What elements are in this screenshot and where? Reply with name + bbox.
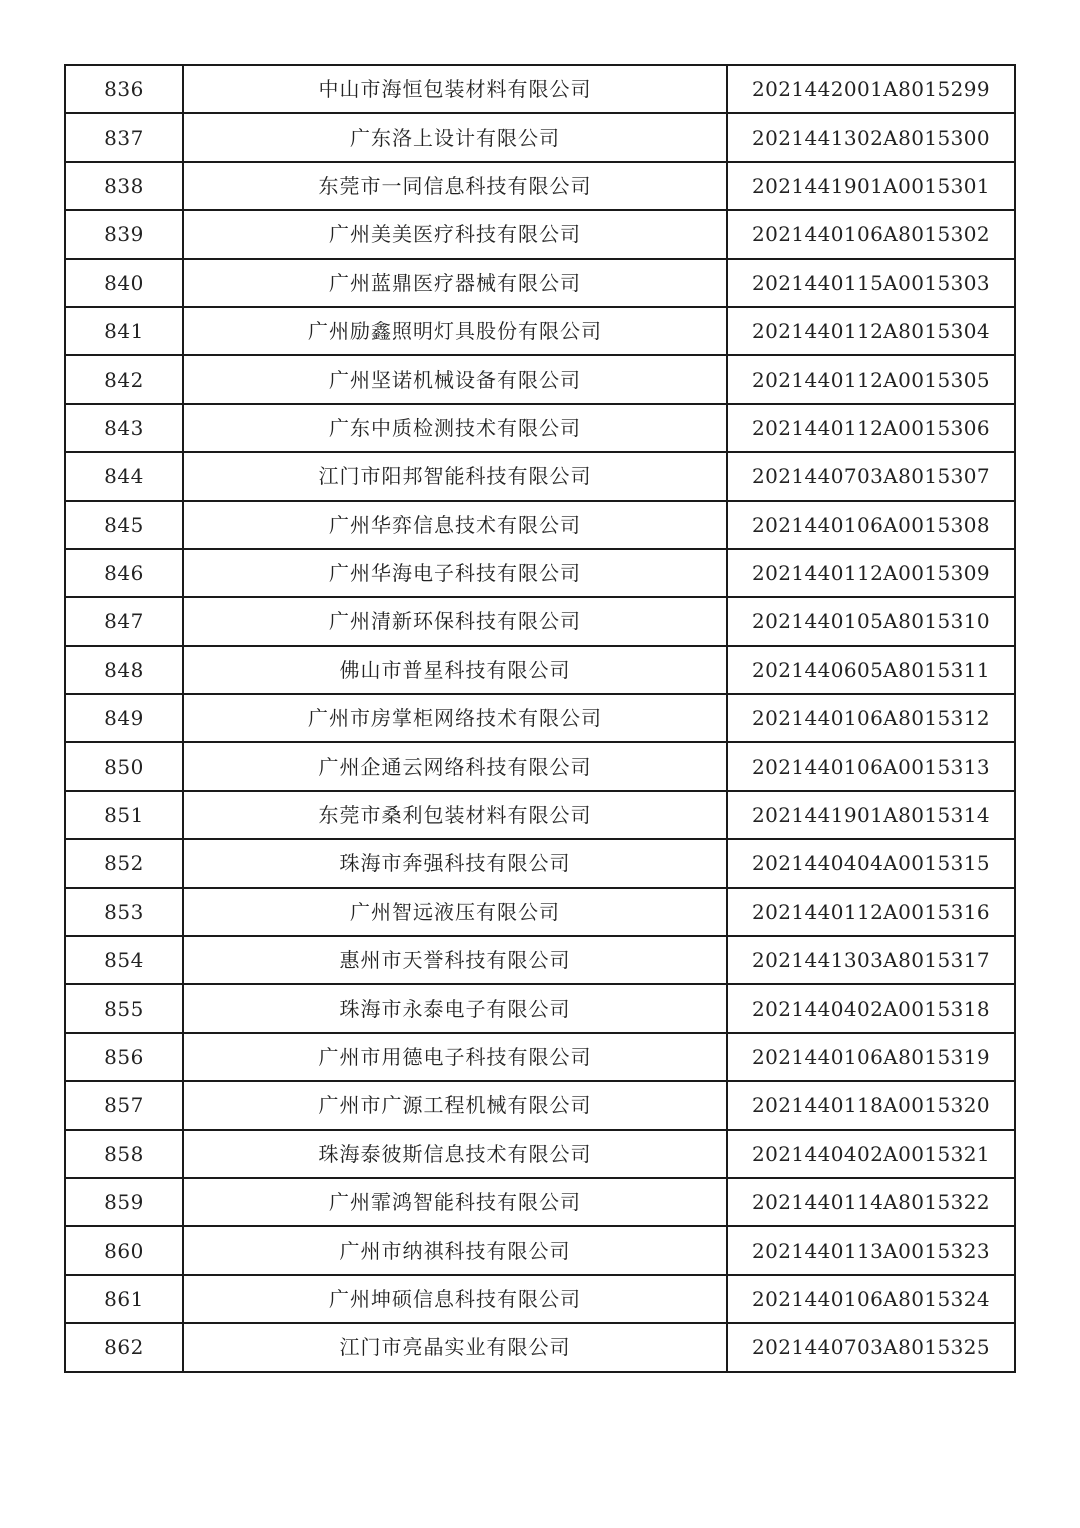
registration-code-cell: 2021440118A0015320 [727, 1081, 1015, 1129]
company-name-cell: 广州市房掌柜网络技术有限公司 [183, 694, 727, 742]
registration-code-cell: 2021441901A8015314 [727, 791, 1015, 839]
table-row [65, 65, 1015, 113]
company-name-cell: 广州清新环保科技有限公司 [183, 597, 727, 645]
table-row [65, 259, 1015, 307]
row-number-cell: 843 [65, 404, 183, 452]
company-name-cell: 广东中质检测技术有限公司 [183, 404, 727, 452]
company-name-cell: 珠海泰彼斯信息技术有限公司 [183, 1130, 727, 1178]
table-row [65, 1033, 1015, 1081]
company-name-cell: 广东洛上设计有限公司 [183, 113, 727, 161]
company-name-cell: 广州市用德电子科技有限公司 [183, 1033, 727, 1081]
registration-code-cell: 2021440106A8015312 [727, 694, 1015, 742]
row-number-cell: 853 [65, 888, 183, 936]
company-name-cell: 广州美美医疗科技有限公司 [183, 210, 727, 258]
company-name-cell: 广州市纳祺科技有限公司 [183, 1226, 727, 1274]
table-row [65, 742, 1015, 790]
registration-code-cell: 2021440106A8015324 [727, 1275, 1015, 1323]
row-number-cell: 857 [65, 1081, 183, 1129]
registration-code-cell: 2021441303A8015317 [727, 936, 1015, 984]
registration-code-cell: 2021440115A0015303 [727, 259, 1015, 307]
registration-code-cell: 2021440106A8015302 [727, 210, 1015, 258]
table-row [65, 307, 1015, 355]
table-row [65, 839, 1015, 887]
table-row [65, 162, 1015, 210]
table-row [65, 1323, 1015, 1371]
registration-code-cell: 2021441302A8015300 [727, 113, 1015, 161]
company-name-cell: 佛山市普星科技有限公司 [183, 646, 727, 694]
company-name-cell: 珠海市奔强科技有限公司 [183, 839, 727, 887]
row-number-cell: 855 [65, 984, 183, 1032]
row-number-cell: 841 [65, 307, 183, 355]
row-number-cell: 842 [65, 355, 183, 403]
row-number-cell: 849 [65, 694, 183, 742]
table-row [65, 597, 1015, 645]
registration-code-cell: 2021440112A0015305 [727, 355, 1015, 403]
table-row [65, 452, 1015, 500]
company-name-cell: 广州华弈信息技术有限公司 [183, 501, 727, 549]
registration-code-cell: 2021440703A8015325 [727, 1323, 1015, 1371]
row-number-cell: 851 [65, 791, 183, 839]
registration-code-cell: 2021440703A8015307 [727, 452, 1015, 500]
table-row [65, 1130, 1015, 1178]
registration-code-cell: 2021440402A0015321 [727, 1130, 1015, 1178]
row-number-cell: 848 [65, 646, 183, 694]
registration-code-cell: 2021440106A8015319 [727, 1033, 1015, 1081]
company-name-cell: 广州蓝鼎医疗器械有限公司 [183, 259, 727, 307]
registration-code-cell: 2021442001A8015299 [727, 65, 1015, 113]
table-row [65, 501, 1015, 549]
row-number-cell: 838 [65, 162, 183, 210]
row-number-cell: 836 [65, 65, 183, 113]
registration-code-cell: 2021440106A0015308 [727, 501, 1015, 549]
company-name-cell: 东莞市桑利包装材料有限公司 [183, 791, 727, 839]
table-row [65, 888, 1015, 936]
row-number-cell: 846 [65, 549, 183, 597]
row-number-cell: 854 [65, 936, 183, 984]
row-number-cell: 850 [65, 742, 183, 790]
row-number-cell: 856 [65, 1033, 183, 1081]
company-name-cell: 广州市广源工程机械有限公司 [183, 1081, 727, 1129]
registration-code-cell: 2021440114A8015322 [727, 1178, 1015, 1226]
table-row [65, 984, 1015, 1032]
company-name-cell: 江门市亮晶实业有限公司 [183, 1323, 727, 1371]
table-row [65, 1226, 1015, 1274]
table-row [65, 210, 1015, 258]
company-name-cell: 珠海市永泰电子有限公司 [183, 984, 727, 1032]
table-body [65, 65, 1015, 1372]
row-number-cell: 847 [65, 597, 183, 645]
company-name-cell: 广州华海电子科技有限公司 [183, 549, 727, 597]
row-number-cell: 837 [65, 113, 183, 161]
table-row [65, 694, 1015, 742]
company-name-cell: 广州坤硕信息科技有限公司 [183, 1275, 727, 1323]
company-registry-table [64, 64, 1016, 1373]
company-name-cell: 广州霏鸿智能科技有限公司 [183, 1178, 727, 1226]
table-row [65, 404, 1015, 452]
registration-code-cell: 2021440112A0015316 [727, 888, 1015, 936]
table-row [65, 936, 1015, 984]
company-name-cell: 广州坚诺机械设备有限公司 [183, 355, 727, 403]
company-name-cell: 东莞市一同信息科技有限公司 [183, 162, 727, 210]
registration-code-cell: 2021440605A8015311 [727, 646, 1015, 694]
row-number-cell: 844 [65, 452, 183, 500]
row-number-cell: 845 [65, 501, 183, 549]
company-name-cell: 惠州市天誉科技有限公司 [183, 936, 727, 984]
table-row [65, 355, 1015, 403]
company-name-cell: 广州智远液压有限公司 [183, 888, 727, 936]
table-row [65, 646, 1015, 694]
row-number-cell: 860 [65, 1226, 183, 1274]
table-row [65, 791, 1015, 839]
row-number-cell: 861 [65, 1275, 183, 1323]
company-name-cell: 中山市海恒包装材料有限公司 [183, 65, 727, 113]
row-number-cell: 839 [65, 210, 183, 258]
table-row [65, 1275, 1015, 1323]
table-row [65, 549, 1015, 597]
row-number-cell: 858 [65, 1130, 183, 1178]
registration-code-cell: 2021440112A8015304 [727, 307, 1015, 355]
table-row [65, 1178, 1015, 1226]
registration-code-cell: 2021440404A0015315 [727, 839, 1015, 887]
company-name-cell: 江门市阳邦智能科技有限公司 [183, 452, 727, 500]
row-number-cell: 852 [65, 839, 183, 887]
registration-code-cell: 2021441901A0015301 [727, 162, 1015, 210]
registration-code-cell: 2021440112A0015309 [727, 549, 1015, 597]
registration-code-cell: 2021440105A8015310 [727, 597, 1015, 645]
registration-code-cell: 2021440112A0015306 [727, 404, 1015, 452]
registration-code-cell: 2021440402A0015318 [727, 984, 1015, 1032]
row-number-cell: 862 [65, 1323, 183, 1371]
registration-code-cell: 2021440113A0015323 [727, 1226, 1015, 1274]
table-row [65, 1081, 1015, 1129]
row-number-cell: 859 [65, 1178, 183, 1226]
row-number-cell: 840 [65, 259, 183, 307]
table-row [65, 113, 1015, 161]
company-name-cell: 广州企通云网络科技有限公司 [183, 742, 727, 790]
registration-code-cell: 2021440106A0015313 [727, 742, 1015, 790]
company-name-cell: 广州励鑫照明灯具股份有限公司 [183, 307, 727, 355]
